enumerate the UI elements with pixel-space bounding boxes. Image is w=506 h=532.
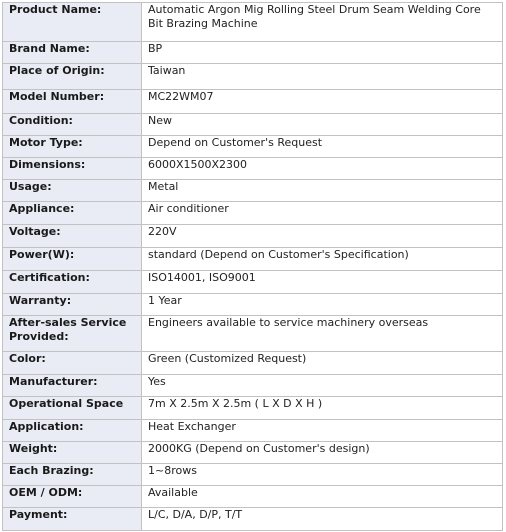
spec-label: Weight: [3,442,142,464]
spec-value: 6000X1500X2300 [142,158,503,180]
spec-value: standard (Depend on Customer's Specification) [142,248,503,271]
spec-label: Condition: [3,114,142,136]
spec-row-warranty [3,294,503,316]
spec-value: L/C, D/A, D/P, T/T [142,508,503,531]
spec-row-appliance [3,202,503,225]
spec-label: Model Number: [3,90,142,114]
spec-value: New [142,114,503,136]
spec-label: Dimensions: [3,158,142,180]
product-spec-table [2,2,503,531]
spec-label: After-sales Service Provided: [3,316,142,352]
spec-value: 7m X 2.5m X 2.5m ( L X D X H ) [142,397,503,420]
spec-label: Application: [3,420,142,442]
spec-value: Depend on Customer's Request [142,136,503,158]
spec-row-oem-odm [3,486,503,508]
spec-row-motor-type [3,136,503,158]
spec-label: Appliance: [3,202,142,225]
spec-row-condition [3,114,503,136]
spec-label: Usage: [3,180,142,202]
spec-value: ISO14001, ISO9001 [142,271,503,294]
spec-value: Taiwan [142,64,503,90]
spec-row-color [3,352,503,375]
spec-label: Place of Origin: [3,64,142,90]
spec-row-usage [3,180,503,202]
spec-label: Voltage: [3,225,142,248]
spec-label: Each Brazing: [3,464,142,486]
spec-label: Color: [3,352,142,375]
spec-value: 220V [142,225,503,248]
spec-row-certification [3,271,503,294]
spec-row-payment [3,508,503,531]
spec-label: Certification: [3,271,142,294]
spec-label: Manufacturer: [3,375,142,397]
spec-row-weight [3,442,503,464]
spec-label: Warranty: [3,294,142,316]
spec-label: Brand Name: [3,42,142,64]
spec-label: Motor Type: [3,136,142,158]
spec-value: Automatic Argon Mig Rolling Steel Drum Seam Welding Core Bit Brazing Machine [142,3,503,42]
spec-value: Metal [142,180,503,202]
spec-value: 1 Year [142,294,503,316]
spec-row-place-of-origin [3,64,503,90]
spec-row-product-name [3,3,503,42]
spec-row-operational-space [3,397,503,420]
spec-row-power [3,248,503,271]
spec-row-each-brazing [3,464,503,486]
spec-row-brand-name [3,42,503,64]
spec-row-manufacturer [3,375,503,397]
spec-value: Air conditioner [142,202,503,225]
spec-label: Payment: [3,508,142,531]
spec-row-voltage [3,225,503,248]
spec-value: Engineers available to service machinery overseas [142,316,503,352]
spec-value: Yes [142,375,503,397]
spec-value: MC22WM07 [142,90,503,114]
spec-label: Product Name: [3,3,142,42]
spec-value: 2000KG (Depend on Customer's design) [142,442,503,464]
spec-value: BP [142,42,503,64]
spec-label: OEM / ODM: [3,486,142,508]
spec-value: Green (Customized Request) [142,352,503,375]
spec-row-model-number [3,90,503,114]
spec-label: Power(W): [3,248,142,271]
spec-value: Available [142,486,503,508]
spec-row-application [3,420,503,442]
spec-label: Operational Space [3,397,142,420]
spec-row-after-sales-service [3,316,503,352]
spec-value: Heat Exchanger [142,420,503,442]
spec-value: 1~8rows [142,464,503,486]
spec-row-dimensions [3,158,503,180]
